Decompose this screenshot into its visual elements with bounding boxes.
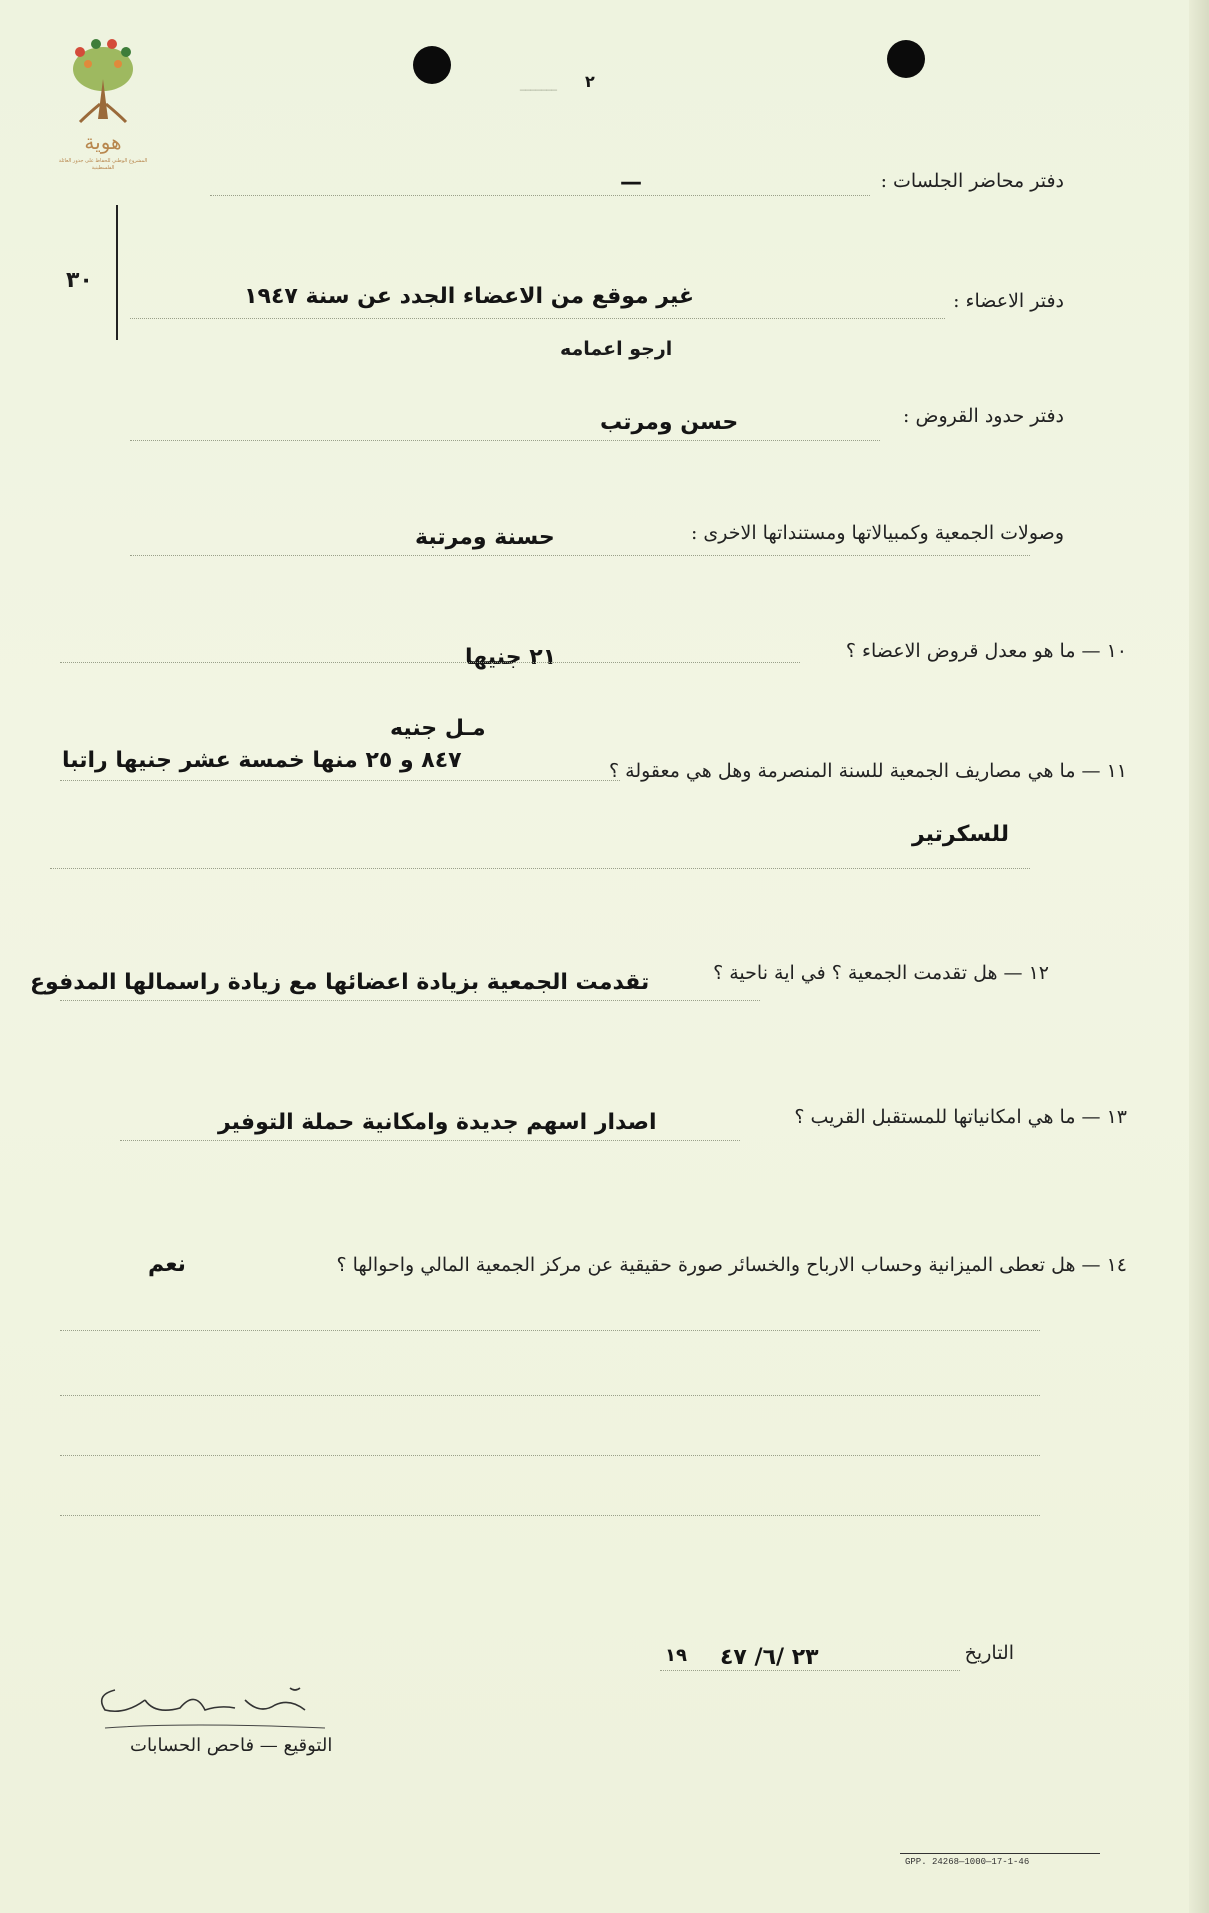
answer-10: ٢١ جنيها — [465, 645, 557, 670]
date-label: التاريخ — [964, 1642, 1014, 1664]
logo-name: هوية — [84, 130, 122, 154]
margin-mark: ٣٠ — [66, 268, 93, 293]
answer-11-header: مـل جنيه — [390, 716, 486, 741]
minutes-book-value: — — [620, 170, 643, 195]
dotted-line — [210, 195, 870, 196]
dotted-line — [60, 1000, 760, 1001]
dotted-line — [60, 1515, 1040, 1516]
loan-limits-label: دفتر حدود القروض : — [903, 405, 1064, 427]
dotted-line — [130, 555, 1030, 556]
margin-bracket — [116, 205, 124, 340]
answer-12: تقدمت الجمعية بزيادة اعضائها مع زيادة راسمالها المدفوع — [30, 970, 650, 995]
signature-label: التوقيع — فاحص الحسابات — [130, 1735, 333, 1756]
dotted-line — [130, 440, 880, 441]
minutes-book-label: دفتر محاضر الجلسات : — [880, 170, 1064, 192]
receipts-value: حسنة ومرتبة — [415, 525, 555, 550]
answer-13: اصدار اسهم جديدة وامكانية حملة التوفير — [218, 1110, 657, 1135]
question-13: ١٣ — ما هي امكانياتها للمستقبل القريب ؟ — [794, 1106, 1127, 1128]
dotted-line — [60, 1330, 1040, 1331]
handwritten-signature — [85, 1670, 345, 1740]
dotted-line — [120, 1140, 740, 1141]
page-mark: ٢ — [585, 72, 595, 91]
receipts-label: وصولات الجمعية وكمبيالاتها ومستنداتها الاخرى : — [690, 522, 1064, 544]
dotted-line — [130, 318, 945, 319]
members-book-note: ارجو اعمامه — [560, 338, 673, 360]
page-edge — [1189, 0, 1209, 1913]
print-code: GPP. 24268—1000—17-1-46 — [905, 1857, 1030, 1867]
logo-caption: المشروع الوطني للحفاظ على جذور العائلة الفلسطينية — [58, 158, 148, 171]
members-book-label: دفتر الاعضاء : — [953, 290, 1064, 312]
dotted-line — [50, 868, 1030, 869]
footer-rule — [900, 1853, 1100, 1854]
members-book-value: غير موقع من الاعضاء الجدد عن سنة ١٩٤٧ — [244, 284, 694, 309]
bleed-text: ـــــــ — [520, 75, 557, 96]
hawiya-logo — [58, 34, 148, 184]
question-14: ١٤ — هل تعطى الميزانية وحساب الارباح والخسائر صورة حقيقية عن مركز الجمعية المالي واحوالها ؟ — [336, 1254, 1127, 1276]
punch-hole-left — [413, 46, 451, 84]
dotted-line — [60, 1455, 1040, 1456]
dotted-line — [60, 662, 800, 663]
answer-11: ٨٤٧ و ٢٥ منها خمسة عشر جنيها راتبا — [62, 748, 462, 773]
question-10: ١٠ — ما هو معدل قروض الاعضاء ؟ — [845, 640, 1127, 662]
question-12: ١٢ — هل تقدمت الجمعية ؟ في اية ناحية ؟ — [713, 962, 1049, 984]
date-value: ٢٣ /٦/ ٤٧ — [720, 1645, 819, 1670]
dotted-line — [660, 1670, 960, 1671]
loan-limits-value: حسن ومرتب — [600, 410, 739, 435]
tree-icon — [68, 34, 138, 129]
dotted-line — [60, 780, 620, 781]
answer-11-continued: للسكرتير — [912, 822, 1010, 847]
dotted-line — [60, 1395, 1040, 1396]
question-11: ١١ — ما هي مصاريف الجمعية للسنة المنصرمة وهل هي معقولة ؟ — [609, 760, 1127, 782]
date-year-prefix: ١٩ — [665, 1645, 687, 1666]
answer-14: نعم — [148, 1252, 186, 1277]
punch-hole-right — [887, 40, 925, 78]
